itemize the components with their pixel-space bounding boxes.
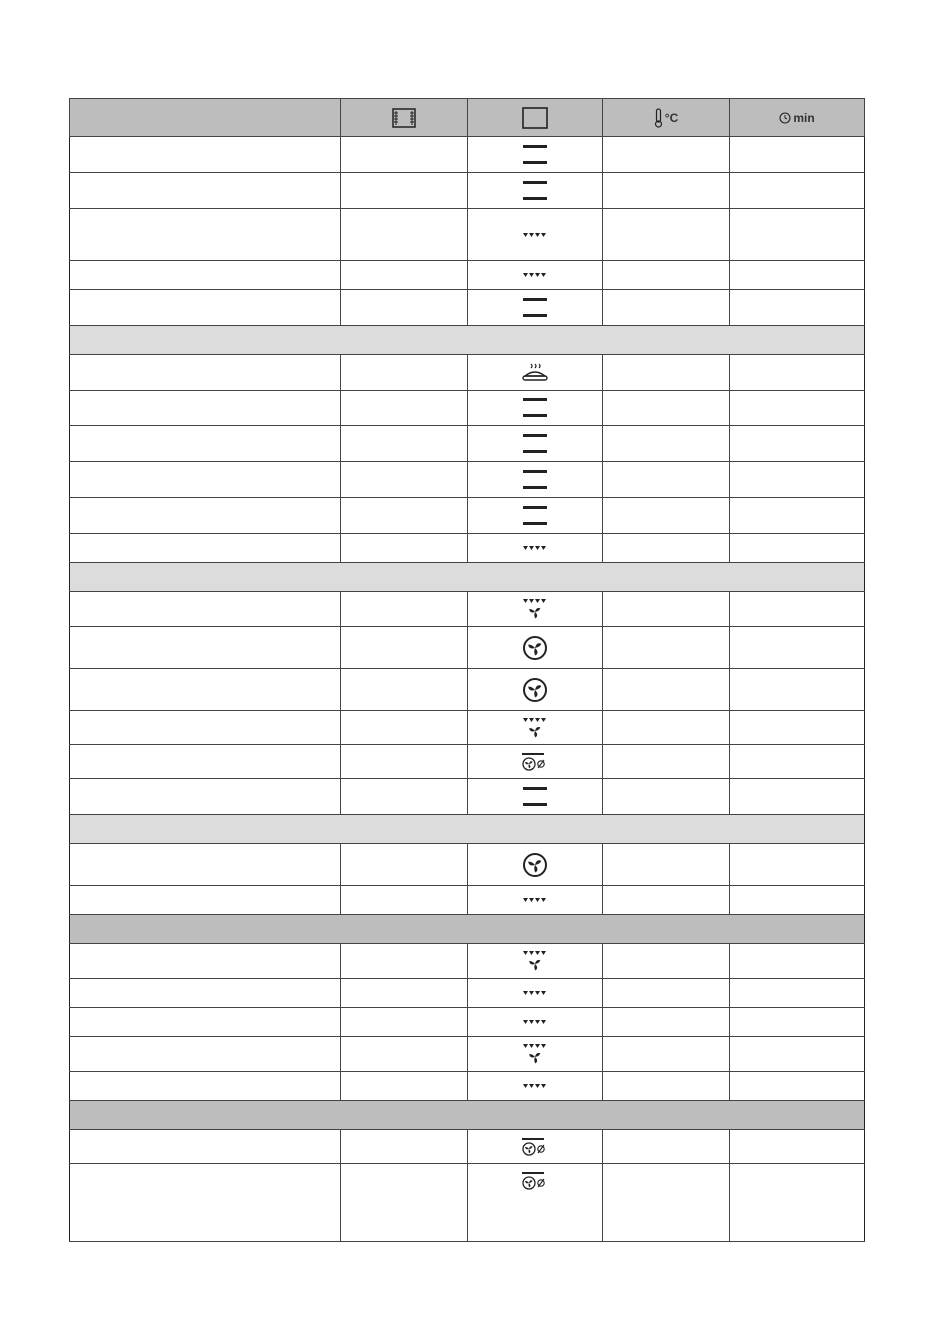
temperature-cell xyxy=(603,745,730,779)
time-cell xyxy=(730,173,865,209)
food-cell xyxy=(70,592,341,627)
top-bottom-heat-icon xyxy=(522,296,548,320)
clock-icon xyxy=(779,112,791,124)
bottom-heat-icon xyxy=(522,231,548,239)
temperature-cell xyxy=(603,1008,730,1037)
header-food xyxy=(70,99,341,137)
mode-cell xyxy=(468,1008,603,1037)
food-cell xyxy=(70,1130,341,1164)
section-row xyxy=(70,326,865,355)
mode-cell xyxy=(468,355,603,391)
temperature-cell xyxy=(603,498,730,534)
mode-cell xyxy=(468,745,603,779)
section-row xyxy=(70,915,865,944)
time-cell xyxy=(730,209,865,261)
time-cell xyxy=(730,711,865,745)
temperature-cell xyxy=(603,886,730,915)
shelf-cell xyxy=(341,391,468,426)
time-cell xyxy=(730,1130,865,1164)
temperature-cell xyxy=(603,209,730,261)
grill-fan-icon xyxy=(521,751,549,773)
food-cell xyxy=(70,627,341,669)
bottom-heat-icon xyxy=(522,271,548,279)
mode-cell xyxy=(468,844,603,886)
mode-cell xyxy=(468,886,603,915)
table-row xyxy=(70,1072,865,1101)
oven-mode-icon xyxy=(522,107,548,129)
temperature-cell xyxy=(603,779,730,815)
mode-cell xyxy=(468,209,603,261)
time-cell xyxy=(730,944,865,979)
header-shelf xyxy=(341,99,468,137)
shelf-cell xyxy=(341,426,468,462)
shelf-cell xyxy=(341,979,468,1008)
shelf-cell xyxy=(341,779,468,815)
shelf-cell xyxy=(341,669,468,711)
table-row xyxy=(70,462,865,498)
table-row xyxy=(70,711,865,745)
table-row xyxy=(70,1037,865,1072)
bottom-heat-icon xyxy=(522,989,548,997)
mode-cell xyxy=(468,779,603,815)
top-bottom-heat-icon xyxy=(522,468,548,492)
food-cell xyxy=(70,1072,341,1101)
temperature-cell xyxy=(603,669,730,711)
mode-cell xyxy=(468,1130,603,1164)
bottom-heat-icon xyxy=(522,896,548,904)
shelf-cell xyxy=(341,137,468,173)
food-cell xyxy=(70,844,341,886)
time-cell xyxy=(730,844,865,886)
shelf-cell xyxy=(341,534,468,563)
temperature-cell xyxy=(603,944,730,979)
shelf-cell xyxy=(341,1130,468,1164)
food-cell xyxy=(70,1164,341,1242)
section-cell xyxy=(70,563,865,592)
table-row xyxy=(70,534,865,563)
temperature-cell xyxy=(603,534,730,563)
top-bottom-heat-icon xyxy=(522,396,548,420)
bottom-heat-fan-icon xyxy=(522,598,548,620)
top-bottom-heat-icon xyxy=(522,785,548,809)
temperature-cell xyxy=(603,1072,730,1101)
shelf-cell xyxy=(341,627,468,669)
section-row xyxy=(70,815,865,844)
temperature-cell xyxy=(603,627,730,669)
shelf-cell xyxy=(341,592,468,627)
temperature-cell xyxy=(603,426,730,462)
shelf-level-icon xyxy=(392,108,416,128)
mode-cell xyxy=(468,462,603,498)
mode-cell xyxy=(468,426,603,462)
mode-cell xyxy=(468,711,603,745)
section-row xyxy=(70,563,865,592)
mode-cell xyxy=(468,592,603,627)
shelf-cell xyxy=(341,462,468,498)
mode-cell xyxy=(468,1072,603,1101)
time-cell xyxy=(730,534,865,563)
table-row xyxy=(70,355,865,391)
time-cell xyxy=(730,669,865,711)
shelf-cell xyxy=(341,209,468,261)
time-cell xyxy=(730,1072,865,1101)
food-cell xyxy=(70,1008,341,1037)
header-time xyxy=(730,99,865,137)
time-cell xyxy=(730,290,865,326)
bottom-heat-icon xyxy=(522,544,548,552)
table-row xyxy=(70,944,865,979)
baking-dish-icon xyxy=(521,362,549,384)
shelf-cell xyxy=(341,1008,468,1037)
mode-cell xyxy=(468,290,603,326)
section-row xyxy=(70,1101,865,1130)
table-row xyxy=(70,779,865,815)
temperature-cell xyxy=(603,137,730,173)
temperature-cell xyxy=(603,173,730,209)
time-cell xyxy=(730,355,865,391)
mode-cell xyxy=(468,944,603,979)
table-row xyxy=(70,1008,865,1037)
table-header-row xyxy=(70,99,865,137)
table-row xyxy=(70,592,865,627)
temperature-cell xyxy=(603,979,730,1008)
food-cell xyxy=(70,462,341,498)
time-cell xyxy=(730,462,865,498)
food-cell xyxy=(70,979,341,1008)
table-row xyxy=(70,1164,865,1242)
food-cell xyxy=(70,391,341,426)
shelf-cell xyxy=(341,886,468,915)
time-cell xyxy=(730,592,865,627)
mode-cell xyxy=(468,1164,603,1242)
food-cell xyxy=(70,944,341,979)
temperature-cell xyxy=(603,1037,730,1072)
food-cell xyxy=(70,711,341,745)
time-cell xyxy=(730,627,865,669)
header-temperature xyxy=(603,99,730,137)
food-cell xyxy=(70,886,341,915)
section-cell xyxy=(70,815,865,844)
bottom-heat-icon xyxy=(522,1018,548,1026)
shelf-cell xyxy=(341,1072,468,1101)
temperature-cell xyxy=(603,290,730,326)
shelf-cell xyxy=(341,1164,468,1242)
food-cell xyxy=(70,290,341,326)
food-cell xyxy=(70,745,341,779)
time-cell xyxy=(730,886,865,915)
time-unit: min xyxy=(793,110,815,125)
temperature-cell xyxy=(603,844,730,886)
bottom-heat-fan-icon xyxy=(522,1043,548,1065)
shelf-cell xyxy=(341,290,468,326)
time-cell xyxy=(730,391,865,426)
table-row xyxy=(70,173,865,209)
time-cell xyxy=(730,779,865,815)
shelf-cell xyxy=(341,261,468,290)
time-cell xyxy=(730,498,865,534)
shelf-cell xyxy=(341,173,468,209)
bottom-heat-icon xyxy=(522,1082,548,1090)
table-row xyxy=(70,426,865,462)
table-row xyxy=(70,627,865,669)
shelf-cell xyxy=(341,844,468,886)
shelf-cell xyxy=(341,745,468,779)
time-cell xyxy=(730,426,865,462)
temperature-cell xyxy=(603,261,730,290)
table-row xyxy=(70,669,865,711)
table-row xyxy=(70,745,865,779)
shelf-cell xyxy=(341,355,468,391)
grill-fan-icon xyxy=(521,1136,549,1158)
food-cell xyxy=(70,209,341,261)
shelf-cell xyxy=(341,1037,468,1072)
time-cell xyxy=(730,137,865,173)
shelf-cell xyxy=(341,711,468,745)
temperature-cell xyxy=(603,711,730,745)
time-cell xyxy=(730,1164,865,1242)
thermometer-icon xyxy=(654,108,663,128)
hot-air-fan-icon xyxy=(522,852,548,878)
settings-table xyxy=(69,98,865,1242)
temperature-cell xyxy=(603,391,730,426)
top-bottom-heat-icon xyxy=(522,179,548,203)
top-bottom-heat-icon xyxy=(522,504,548,528)
food-cell xyxy=(70,261,341,290)
shelf-cell xyxy=(341,944,468,979)
table-row xyxy=(70,844,865,886)
time-cell xyxy=(730,1037,865,1072)
mode-cell xyxy=(468,498,603,534)
temperature-cell xyxy=(603,1164,730,1242)
food-cell xyxy=(70,669,341,711)
top-bottom-heat-icon xyxy=(522,432,548,456)
time-cell xyxy=(730,261,865,290)
table-row xyxy=(70,137,865,173)
food-cell xyxy=(70,534,341,563)
mode-cell xyxy=(468,979,603,1008)
temperature-unit: °C xyxy=(664,110,679,125)
temperature-cell xyxy=(603,355,730,391)
hot-air-fan-icon xyxy=(522,635,548,661)
food-cell xyxy=(70,137,341,173)
temperature-cell xyxy=(603,462,730,498)
table-row xyxy=(70,391,865,426)
section-cell xyxy=(70,1101,865,1130)
hot-air-fan-icon xyxy=(522,677,548,703)
section-cell xyxy=(70,915,865,944)
bottom-heat-fan-icon xyxy=(522,717,548,739)
food-cell xyxy=(70,498,341,534)
mode-cell xyxy=(468,137,603,173)
mode-cell xyxy=(468,627,603,669)
time-cell xyxy=(730,745,865,779)
table-row xyxy=(70,290,865,326)
table-row xyxy=(70,261,865,290)
temperature-cell xyxy=(603,1130,730,1164)
bottom-heat-fan-icon xyxy=(522,950,548,972)
food-cell xyxy=(70,355,341,391)
food-cell xyxy=(70,779,341,815)
top-bottom-heat-icon xyxy=(522,143,548,167)
mode-cell xyxy=(468,173,603,209)
time-cell xyxy=(730,1008,865,1037)
mode-cell xyxy=(468,534,603,563)
table-row xyxy=(70,1130,865,1164)
food-cell xyxy=(70,1037,341,1072)
table-row xyxy=(70,886,865,915)
mode-cell xyxy=(468,391,603,426)
header-mode xyxy=(468,99,603,137)
table-row xyxy=(70,979,865,1008)
section-cell xyxy=(70,326,865,355)
mode-cell xyxy=(468,669,603,711)
time-cell xyxy=(730,979,865,1008)
food-cell xyxy=(70,173,341,209)
grill-fan-icon xyxy=(521,1170,549,1192)
table-row xyxy=(70,498,865,534)
table-row xyxy=(70,209,865,261)
mode-cell xyxy=(468,1037,603,1072)
temperature-cell xyxy=(603,592,730,627)
mode-cell xyxy=(468,261,603,290)
food-cell xyxy=(70,426,341,462)
shelf-cell xyxy=(341,498,468,534)
